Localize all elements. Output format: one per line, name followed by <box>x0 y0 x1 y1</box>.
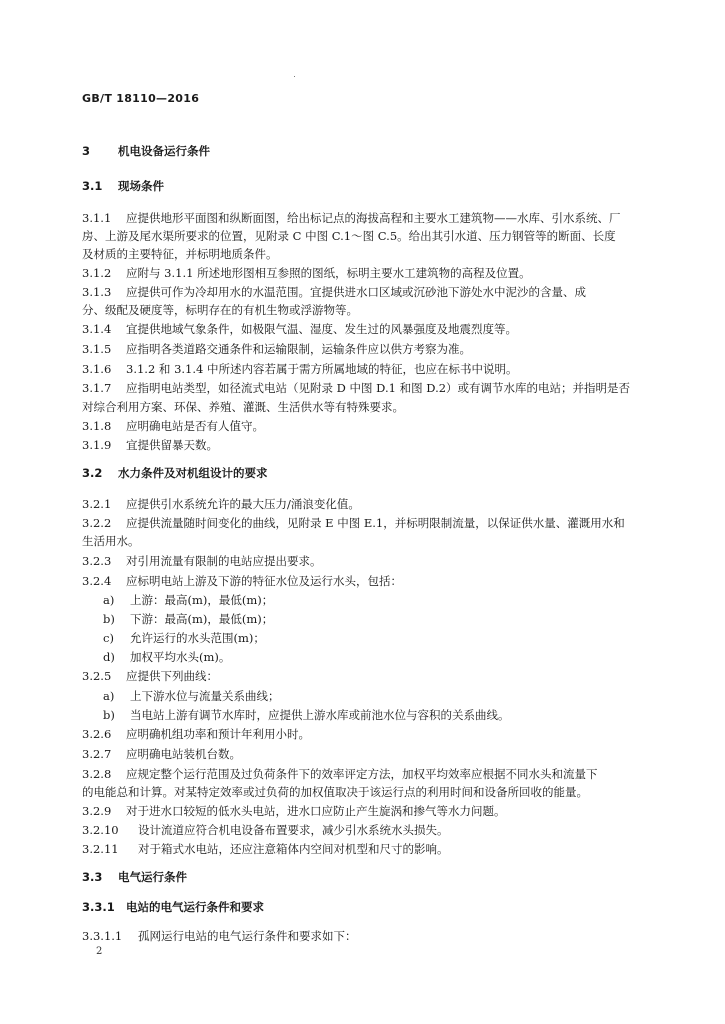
clause-line: 分、级配及硬度等，标明存在的有机生物或浮游物等。 <box>82 303 358 317</box>
clause-line: 3.2.9 对于进水口较短的低水头电站，进水口应防止产生旋涡和掺气等水力问题。 <box>82 804 506 818</box>
clause-line: 3.2.5 应提供下列曲线： <box>82 669 218 683</box>
list-item: a) 上下游水位与流量关系曲线； <box>103 689 280 703</box>
clause-line: 房、上游及尾水渠所要求的位置，见附录 C 中图 C.1～图 C.5。给出其引水道、压力钢管等的断面、长度 <box>82 229 616 243</box>
section-heading: 3 机电设备运行条件 <box>82 144 210 158</box>
clause-line: 的电能总和计算。对某特定效率或过负荷的加权值取决于该运行点的利用时间和设备所回收的能量。 <box>82 785 588 799</box>
page-number: 2 <box>96 946 103 957</box>
subsection-heading: 3.2 水力条件及对机组设计的要求 <box>82 466 268 480</box>
subsection-heading: 3.3 电气运行条件 <box>82 870 187 884</box>
clause-line: 3.2.4 应标明电站上游及下游的特征水位及运行水头，包括： <box>82 574 402 588</box>
clause-line: 对综合利用方案、环保、养殖、灌溉、生活供水等有特殊要求。 <box>82 400 404 414</box>
clause-line: 3.1.6 3.1.2 和 3.1.4 中所述内容若属于需方所属地域的特征，也应在标书中说明。 <box>82 362 518 376</box>
subsubsection-heading: 3.3.1 电站的电气运行条件和要求 <box>82 900 264 914</box>
clause-line: 3.1.2 应附与 3.1.1 所述地形图相互参照的图纸，标明主要水工建筑物的高程及位置。 <box>82 266 531 280</box>
list-item: c) 允许运行的水头范围(m)； <box>103 631 265 645</box>
clause-line: 3.1.1 应提供地形平面图和纵断面图，给出标记点的海拔高程和主要水工建筑物——水库、引水系统、厂 <box>82 211 621 225</box>
clause-line: 3.2.7 应明确电站装机台数。 <box>82 747 241 761</box>
clause-line: 3.2.3 对引用流量有限制的电站应提出要求。 <box>82 554 322 568</box>
clause-line: 3.2.2 应提供流量随时间变化的曲线，见附录 E 中图 E.1，并标明限制流量，以保证供水量、灌溉用水和 <box>82 516 625 530</box>
clause-line: 3.1.5 应指明各类道路交通条件和运输限制，运输条件应以供方考察为准。 <box>82 342 471 356</box>
list-item: b) 当电站上游有调节水库时，应提供上游水库或前池水位与容积的关系曲线。 <box>103 708 510 722</box>
clause-line: 3.2.8 应规定整个运行范围及过负荷条件下的效率评定方法，加权平均效率应根据不同水头和流量下 <box>82 767 598 781</box>
subsection-heading: 3.1 现场条件 <box>82 179 164 193</box>
clause-line: 3.1.4 宜提供地域气象条件，如极限气温、湿度、发生过的风暴强度及地震烈度等。 <box>82 322 517 336</box>
clause-line: 3.1.8 应明确电站是否有人值守。 <box>82 419 264 433</box>
clause-line: 3.1.9 宜提供留暴天数。 <box>82 438 218 452</box>
list-item: d) 加权平均水头(m)。 <box>103 650 231 664</box>
standard-header: GB/T 18110—2016 <box>82 92 200 105</box>
list-item: b) 下游：最高(m)，最低(m)； <box>103 612 274 626</box>
clause-line: 3.2.6 应明确机组功率和预计年利用小时。 <box>82 727 310 741</box>
clause-line: 3.1.7 应指明电站类型，如径流式电站（见附录 D 中图 D.1 和图 D.2）或有调节水库的电站；并指明是否 <box>82 381 631 395</box>
clause-line: 生活用水。 <box>82 534 140 548</box>
clause-line: 3.1.3 应提供可作为冷却用水的水温范围。宜提供进水口区域或沉砂池下游处水中泥沙的含量、成 <box>82 285 586 299</box>
scan-speck <box>294 76 295 77</box>
clause-line: 3.2.1 应提供引水系统允许的最大压力/涌浪变化值。 <box>82 497 360 511</box>
clause-line: 及材质的主要特征，并标明地质条件。 <box>82 247 278 261</box>
clause-line: 3.2.11 对于箱式水电站，还应注意箱体内空间对机型和尺寸的影响。 <box>82 842 449 856</box>
list-item: a) 上游：最高(m)，最低(m)； <box>103 593 274 607</box>
clause-line: 3.2.10 设计流道应符合机电设备布置要求，减少引水系统水头损失。 <box>82 823 449 837</box>
clause-line: 3.3.1.1 孤网运行电站的电气运行条件和要求如下： <box>82 929 357 943</box>
